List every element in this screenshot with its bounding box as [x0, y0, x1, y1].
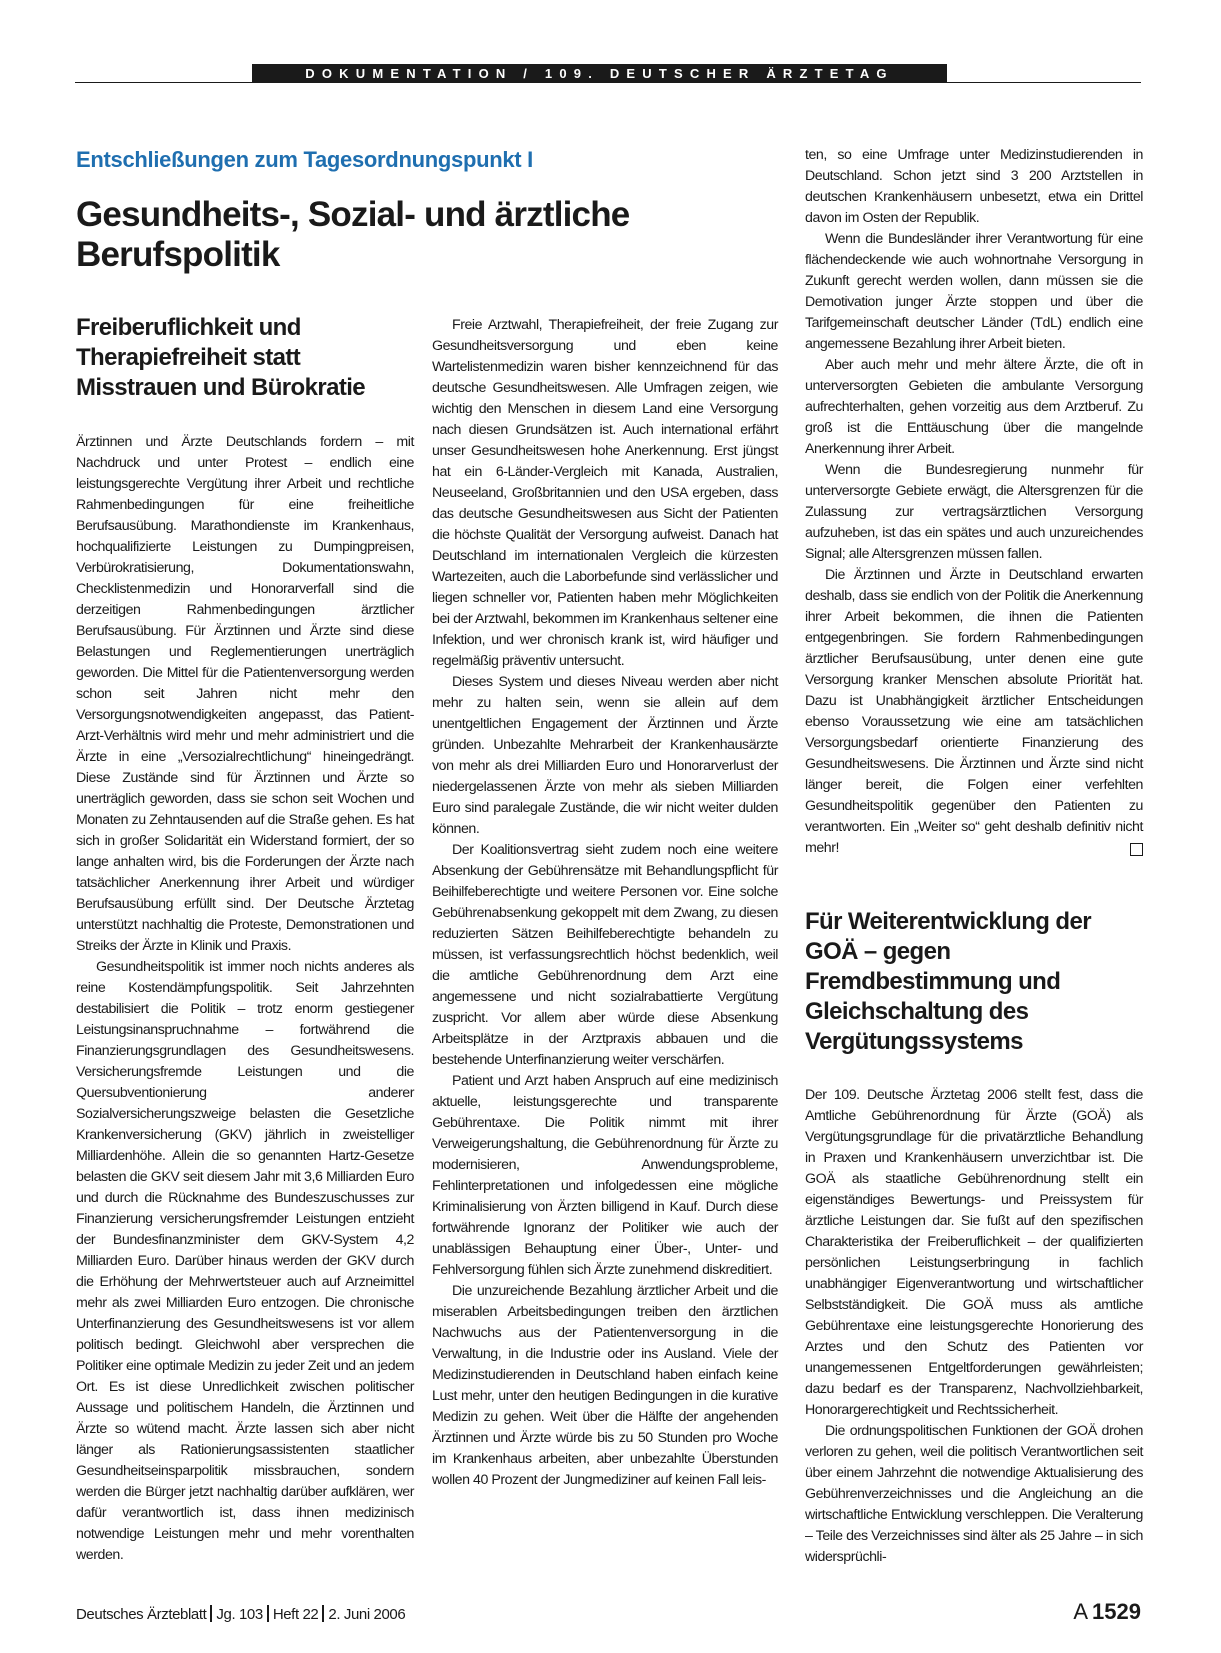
paragraph-text: Die Ärztinnen und Ärzte in Deutschland erwarten deshalb, dass sie endlich von der Politik die Anerkennung ihrer Arbeit bekommen, die ihnen die Patienten entgegenbringen. Sie fordern Rahmenbedingungen ärztlicher Berufsausübung, unter denen eine gute Versorgung kranker Menschen absolute Priorität hat. Dazu ist Unabhängigkeit ärztlicher Entscheidungen ebenso Voraussetzung wie eine am tatsächlichen Versorgungsbedarf orientierte Finanzierung des Gesundheitswesens. Die Ärztinnen und Ärzte sind nicht länger bereit, die Folgen einer verfehlten Gesundheitspolitik gegenüber den Patienten zu verantworten. Ein „Weiter so“ geht deshalb definitiv nicht mehr!	[805, 567, 1143, 856]
paragraph: Dieses System und dieses Niveau werden aber nicht mehr zu halten sein, wenn sie allein auf dem unentgeltlichen Engagement der Ärztinnen und Ärzte gründen. Unbezahlte Mehrarbeit der Krankenhausärzte von mehr als drei Milliarden Euro und Honorarverlust der niedergelassenen Ärzte von mehr als sieben Milliarden Euro sind paralegale Zustände, die wir nicht weiter dulden können.	[432, 674, 778, 837]
paragraph: Wenn die Bundesländer ihrer Verantwortung für eine flächendeckende wie auch wohnortnahe Versorgung in Zukunft gerecht werden wollen, dann müssen sie die Demotivation junger Ärzte stoppen und über die Tarifgemeinschaft deutscher Länder (TdL) endlich eine angemessene Bezahlung ihrer Arbeit bieten.	[805, 231, 1143, 352]
running-header: DOKUMENTATION / 109. DEUTSCHER ÄRZTETAG	[252, 64, 947, 83]
journal-date: 2. Juni 2006	[328, 1606, 406, 1623]
paragraph: ten, so eine Umfrage unter Medizinstudierenden in Deutschland. Schon jetzt sind 3 200 Arztstellen in deutschen Krankenhäusern unbesetzt, etwa ein Drittel davon im Osten der Republik.	[805, 147, 1143, 226]
page-prefix: A	[1073, 1599, 1089, 1624]
footer-separator	[322, 1605, 324, 1622]
paragraph: Der 109. Deutsche Ärztetag 2006 stellt fest, dass die Amtliche Gebührenordnung für Ärzte (GOÄ) als Vergütungsgrundlage für die privatärztliche Behandlung in Praxen und Krankenhäusern unverzichtbar ist. Die GOÄ als staatliche Gebührenordnung stellt ein eigenständiges Bewertungs- und Preissystem für ärztliche Leistungen dar. Sie fußt auf den spezifischen Charakteristika der Freiberuflichkeit – der qualifizierten persönlichen Leistungserbringung in fachlich unabhängiger Eigenverantwortung und wirtschaftlicher Selbstständigkeit. Die GOÄ muss als amtliche Gebührentaxe eine leistungsgerechte Honorierung des Arztes und den Schutz des Patienten vor unangemessenen Entgeltforderungen gewährleisten; dazu bedarf es der Transparenz, Nachvollziehbarkeit, Honorargerechtigkeit und Rechtssicherheit.	[805, 1087, 1143, 1418]
footer-separator	[210, 1605, 212, 1622]
section-heading: Für Weiterentwicklung der GOÄ – gegen Fremdbestimmung und Gleichschaltung des Vergütungssystems	[805, 908, 1091, 1055]
journal-volume: Jg. 103	[216, 1606, 263, 1623]
paragraph: Wenn die Bundesregierung nunmehr für unterversorgte Gebiete erwägt, die Altersgrenzen für die Zulassung zur vertragsärztlichen Versorgung aufzuheben, ist das ein spätes und auch unzureichendes Signal; alle Altersgrenzen müssen fallen.	[805, 462, 1143, 562]
page-title: Gesundheits-, Sozial- und ärztliche Berufspolitik	[76, 195, 630, 274]
paragraph: Die unzureichende Bezahlung ärztlicher Arbeit und die miserablen Arbeitsbedingungen treiben den ärztlichen Nachwuchs aus der Patientenversorgung in die Verwaltung, in die Industrie oder ins Ausland. Viele der Medizinstudierenden in Deutschland haben einfach keine Lust mehr, unter den heutigen Bedingungen in die kurative Medizin zu gehen. Weit über die Hälfte der angehenden Ärztinnen und Ärzte würde bis zu 50 Stunden pro Woche im Krankenhaus arbeiten, aber unbezahlte Überstunden wollen 40 Prozent der Jungmediziner auf keinen Fall leis-	[432, 1283, 778, 1488]
paragraph: Patient und Arzt haben Anspruch auf eine medizinisch aktuelle, leistungsgerechte und transparente Gebührentaxe. Die Politik nimmt mit ihrer Verweigerungshaltung, die Gebührenordnung für Ärzte zu modernisieren, Anwendungsprobleme, Fehlinterpretationen und infolgedessen eine mögliche Kriminalisierung von Ärzten billigend in Kauf. Durch diese fortwährende Ignoranz der Politiker wie auch der unablässigen Behauptung einer Über-, Unter- und Fehlversorgung fühlen sich Ärzte zunehmend diskreditiert.	[432, 1073, 778, 1278]
paragraph: Ärztinnen und Ärzte Deutschlands fordern – mit Nachdruck und unter Protest – endlich eine leistungsgerechte Vergütung ihrer Arbeit und rechtliche Rahmenbedingungen für eine freiheitliche Berufsausübung. Marathondienste im Krankenhaus, hochqualifizierte Leistungen zu Dumpingpreisen, Verbürokratisierung, Dokumentationswahn, Checklistenmedizin und Honorarverfall sind die derzeitigen Rahmenbedingungen ärztlicher Berufsausübung. Für Ärztinnen und Ärzte sind diese Belastungen und Reglementierungen unerträglich geworden. Die Mittel für die Patientenversorgung werden schon seit Jahren nicht mehr den Versorgungsnotwendigkeiten angepasst, das Patient-Arzt-Verhältnis wird mehr und mehr administriert und die Ärzte in eine „Versozialrechtlichung“ hineingedrängt. Diese Zustände sind für Ärztinnen und Ärzte so unerträglich geworden, dass sie schon seit Wochen und Monaten zu Zehntausenden auf die Straße gehen. Es hat sich in großer Solidarität ein Widerstand formiert, der so lange anhalten wird, bis die Forderungen der Ärzte nach tatsächlicher Anerkennung ihrer Arbeit und würdiger Berufsausübung erfüllt sind. Der Deutsche Ärztetag unterstützt nachhaltig die Proteste, Demonstrationen und Streiks der Ärzte in Klinik und Praxis.	[76, 434, 414, 954]
paragraph: Die ordnungspolitischen Funktionen der GOÄ drohen verloren zu gehen, weil die politisch Verantwortlichen seit über einem Jahrzehnt die notwendige Aktualisierung des Gebührenverzeichnisses und die Angleichung an die wirtschaftliche Entwicklung verschleppen. Die Veralterung – Teile des Verzeichnisses sind älter als 25 Jahre – in sich widersprüchli-	[805, 1423, 1143, 1565]
kicker: Entschließungen zum Tagesordnungspunkt I	[76, 147, 533, 172]
journal-issue: Heft 22	[272, 1606, 319, 1623]
section-heading: Freiberuflichkeit und Therapiefreiheit statt Misstrauen und Bürokratie	[76, 314, 366, 401]
journal-name: Deutsches Ärzteblatt	[76, 1606, 207, 1623]
column-1	[76, 313, 414, 1566]
paragraph-with-end-mark	[805, 565, 1143, 859]
paragraph: Der Koalitionsvertrag sieht zudem noch eine weitere Absenkung der Gebührensätze mit Behandlungspflicht für Beihilfeberechtigte und weitere Personen vor. Eine solche Gebührenabsenkung gekoppelt mit dem Zwang, zu diesen reduzierten Sätzen Beihilfeberechtigte behandeln zu müssen, ist verfassungsrechtlich höchst bedenklich, weil die amtliche Gebührenordnung dem Arzt eine angemessene und nicht sozialrabattierte Vergütung zuspricht. Vor allem aber würde diese Absenkung Arbeitsplätze in der Arztpraxis abbauen und die bestehende Unterfinanzierung weiter verschärfen.	[432, 842, 778, 1068]
footer-separator	[267, 1605, 269, 1622]
column-3	[805, 145, 1143, 1568]
end-mark-icon	[1130, 843, 1143, 856]
paragraph: Aber auch mehr und mehr ältere Ärzte, die oft in unterversorgten Gebieten die ambulante Versorgung aufrechterhalten, gehen vorzeitig aus dem Arztberuf. Zu groß ist die Enttäuschung über die mangelnde Anerkennung ihrer Arbeit.	[805, 357, 1143, 457]
page-number-value: 1529	[1092, 1599, 1141, 1624]
page-number	[1073, 1599, 1141, 1625]
paragraph: Gesundheitspolitik ist immer noch nichts anderes als reine Kostendämpfungspolitik. Seit Jahrzehnten destabilisiert die Politik – trotz enorm gestiegener Leistungsinanspruchnahme – fortwährend die Finanzierungsgrundlagen des Gesundheitswesens. Versicherungsfremde Leistungen und die Quersubventionierung anderer Sozialversicherungszweige belasten die Gesetzliche Krankenversicherung (GKV) jährlich in zweistelliger Milliardenhöhe. Allein die so genannten Hartz-Gesetze belasten die GKV seit diesem Jahr mit 3,6 Milliarden Euro und durch die Rücknahme des Bundeszuschusses zur Finanzierung versicherungsfremder Leistungen entzieht der Bundesfinanzminister dem GKV-System 4,2 Milliarden Euro. Darüber hinaus werden der GKV durch die Erhöhung der Mehrwertsteuer auch auf Arzneimittel mehr als zwei Milliarden Euro entzogen. Die chronische Unterfinanzierung des Gesundheitswesens ist vor allem politisch bedingt. Gleichwohl aber versprechen die Politiker eine optimale Medizin zu jeder Zeit und an jedem Ort. Es ist diese Unredlichkeit zwischen politischer Aussage und politischem Handeln, die Ärztinnen und Ärzte so wütend macht. Ärzte lassen sich aber nicht länger als Rationierungsassistenten staatlicher Gesundheitseinsparpolitik missbrauchen, sondern werden die Bürger jetzt nachhaltig darüber aufklären, wer dafür verantwortlich ist, dass ihnen medizinisch notwendige Leistungen mehr und mehr vorenthalten werden.	[76, 959, 414, 1563]
column-2	[432, 315, 778, 1491]
paragraph: Freie Arztwahl, Therapiefreiheit, der freie Zugang zur Gesundheitsversorgung und eben keine Wartelistenmedizin waren bisher kennzeichnend für das deutsche Gesundheitswesen. Alle Umfragen zeigen, wie wichtig den Menschen in diesem Land eine Versorgung nach diesen Grundsätzen ist. Auch international erfährt unser Gesundheitswesen hohe Anerkennung. Erst jüngst hat ein 6-Länder-Vergleich mit Kanada, Australien, Neuseeland, Großbritannien und den USA ergeben, dass das deutsche Gesundheitswesen aus Sicht der Patienten die höchste Qualität der Versorgung aufweist. Danach hat Deutschland im internationalen Vergleich die kürzesten Wartezeiten, auch die Laborbefunde sind verlässlicher und liegen schneller vor, Patienten haben mehr Möglichkeiten bei der Arztwahl, bekommen im Krankenhaus seltener eine Infektion, und wer chronisch krank ist, wird häufiger und regelmäßig präventiv untersucht.	[432, 317, 778, 669]
footer-citation	[76, 1605, 405, 1623]
